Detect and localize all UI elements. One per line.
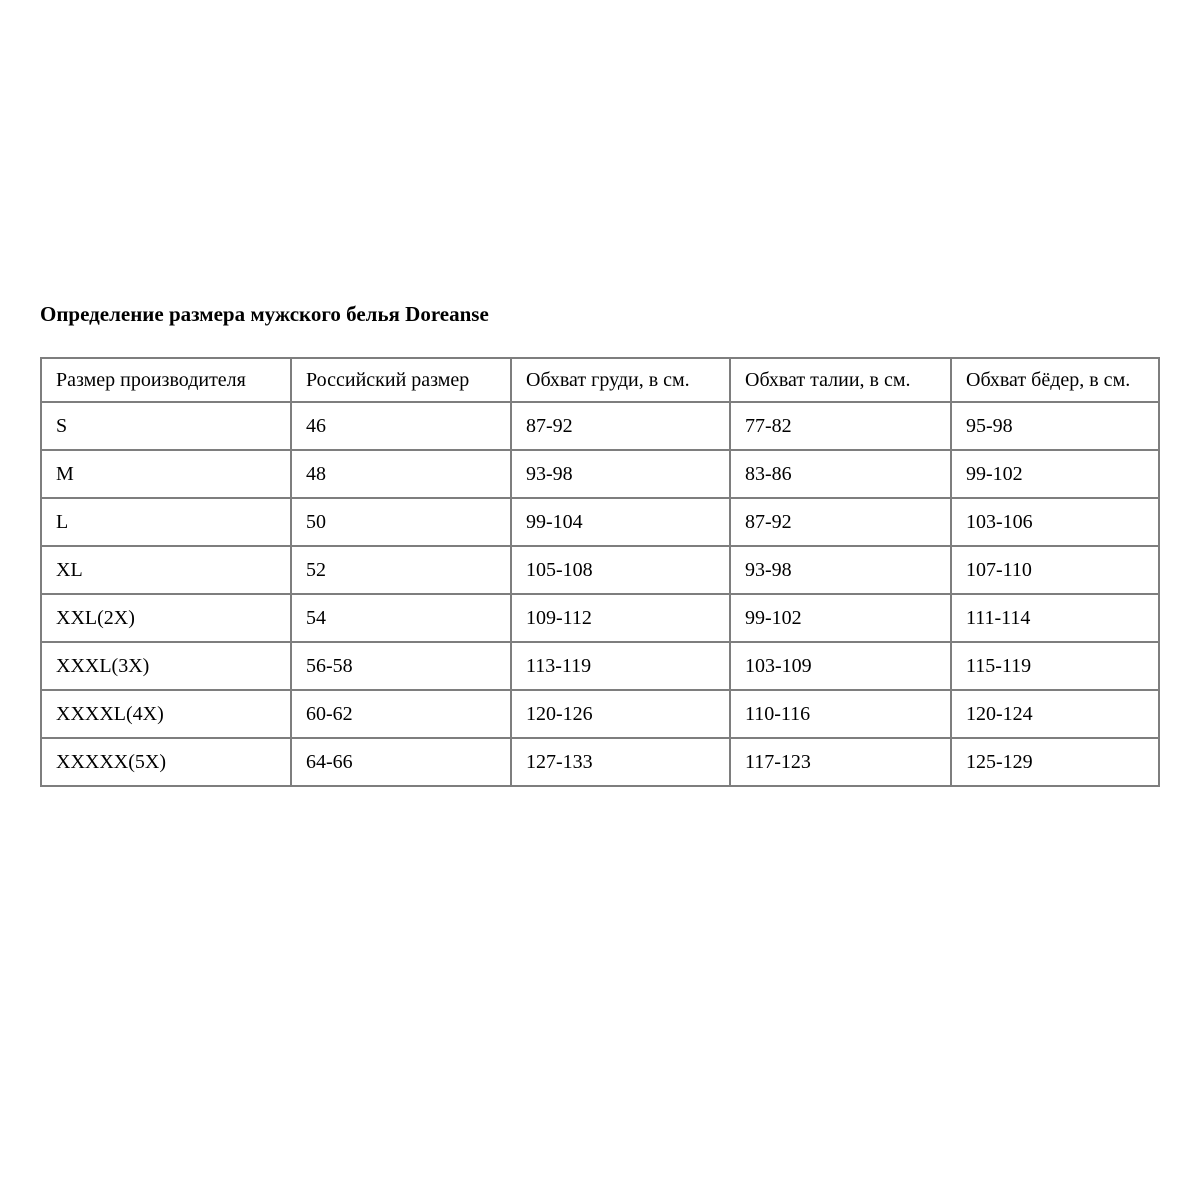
russian-size-cell: 56-58 (291, 642, 511, 690)
waist-cell: 83-86 (730, 450, 951, 498)
manufacturer-size-cell: XL (41, 546, 291, 594)
manufacturer-size-cell: S (41, 402, 291, 450)
size-chart-table (40, 357, 1160, 787)
waist-cell: 99-102 (730, 594, 951, 642)
column-header-chest: Обхват груди, в см. (511, 358, 730, 402)
waist-cell: 103-109 (730, 642, 951, 690)
russian-size-cell: 54 (291, 594, 511, 642)
waist-cell: 77-82 (730, 402, 951, 450)
hips-cell: 125-129 (951, 738, 1159, 786)
manufacturer-size-cell: L (41, 498, 291, 546)
column-header-waist: Обхват талии, в см. (730, 358, 951, 402)
manufacturer-size-cell: M (41, 450, 291, 498)
waist-cell: 110-116 (730, 690, 951, 738)
chest-cell: 87-92 (511, 402, 730, 450)
waist-cell: 117-123 (730, 738, 951, 786)
hips-cell: 107-110 (951, 546, 1159, 594)
page-title: Определение размера мужского белья Doreanse (40, 302, 489, 326)
chest-cell: 127-133 (511, 738, 730, 786)
table-row (41, 642, 1159, 690)
hips-cell: 103-106 (951, 498, 1159, 546)
waist-cell: 93-98 (730, 546, 951, 594)
chest-cell: 93-98 (511, 450, 730, 498)
manufacturer-size-cell: XXXXL(4X) (41, 690, 291, 738)
russian-size-cell: 64-66 (291, 738, 511, 786)
column-header-manufacturer-size: Размер производителя (41, 358, 291, 402)
russian-size-cell: 52 (291, 546, 511, 594)
header-row (41, 358, 1159, 402)
table-row (41, 402, 1159, 450)
russian-size-cell: 48 (291, 450, 511, 498)
hips-cell: 95-98 (951, 402, 1159, 450)
hips-cell: 115-119 (951, 642, 1159, 690)
waist-cell: 87-92 (730, 498, 951, 546)
russian-size-cell: 60-62 (291, 690, 511, 738)
column-header-hips: Обхват бёдер, в см. (951, 358, 1159, 402)
chest-cell: 113-119 (511, 642, 730, 690)
table-row (41, 450, 1159, 498)
hips-cell: 99-102 (951, 450, 1159, 498)
russian-size-cell: 50 (291, 498, 511, 546)
manufacturer-size-cell: XXXL(3X) (41, 642, 291, 690)
table-row (41, 546, 1159, 594)
table-row (41, 738, 1159, 786)
hips-cell: 111-114 (951, 594, 1159, 642)
manufacturer-size-cell: XXXXX(5X) (41, 738, 291, 786)
russian-size-cell: 46 (291, 402, 511, 450)
table-row (41, 594, 1159, 642)
chest-cell: 120-126 (511, 690, 730, 738)
manufacturer-size-cell: XXL(2X) (41, 594, 291, 642)
table-row (41, 690, 1159, 738)
chest-cell: 109-112 (511, 594, 730, 642)
chest-cell: 105-108 (511, 546, 730, 594)
table-row (41, 498, 1159, 546)
chest-cell: 99-104 (511, 498, 730, 546)
hips-cell: 120-124 (951, 690, 1159, 738)
column-header-russian-size: Российский размер (291, 358, 511, 402)
